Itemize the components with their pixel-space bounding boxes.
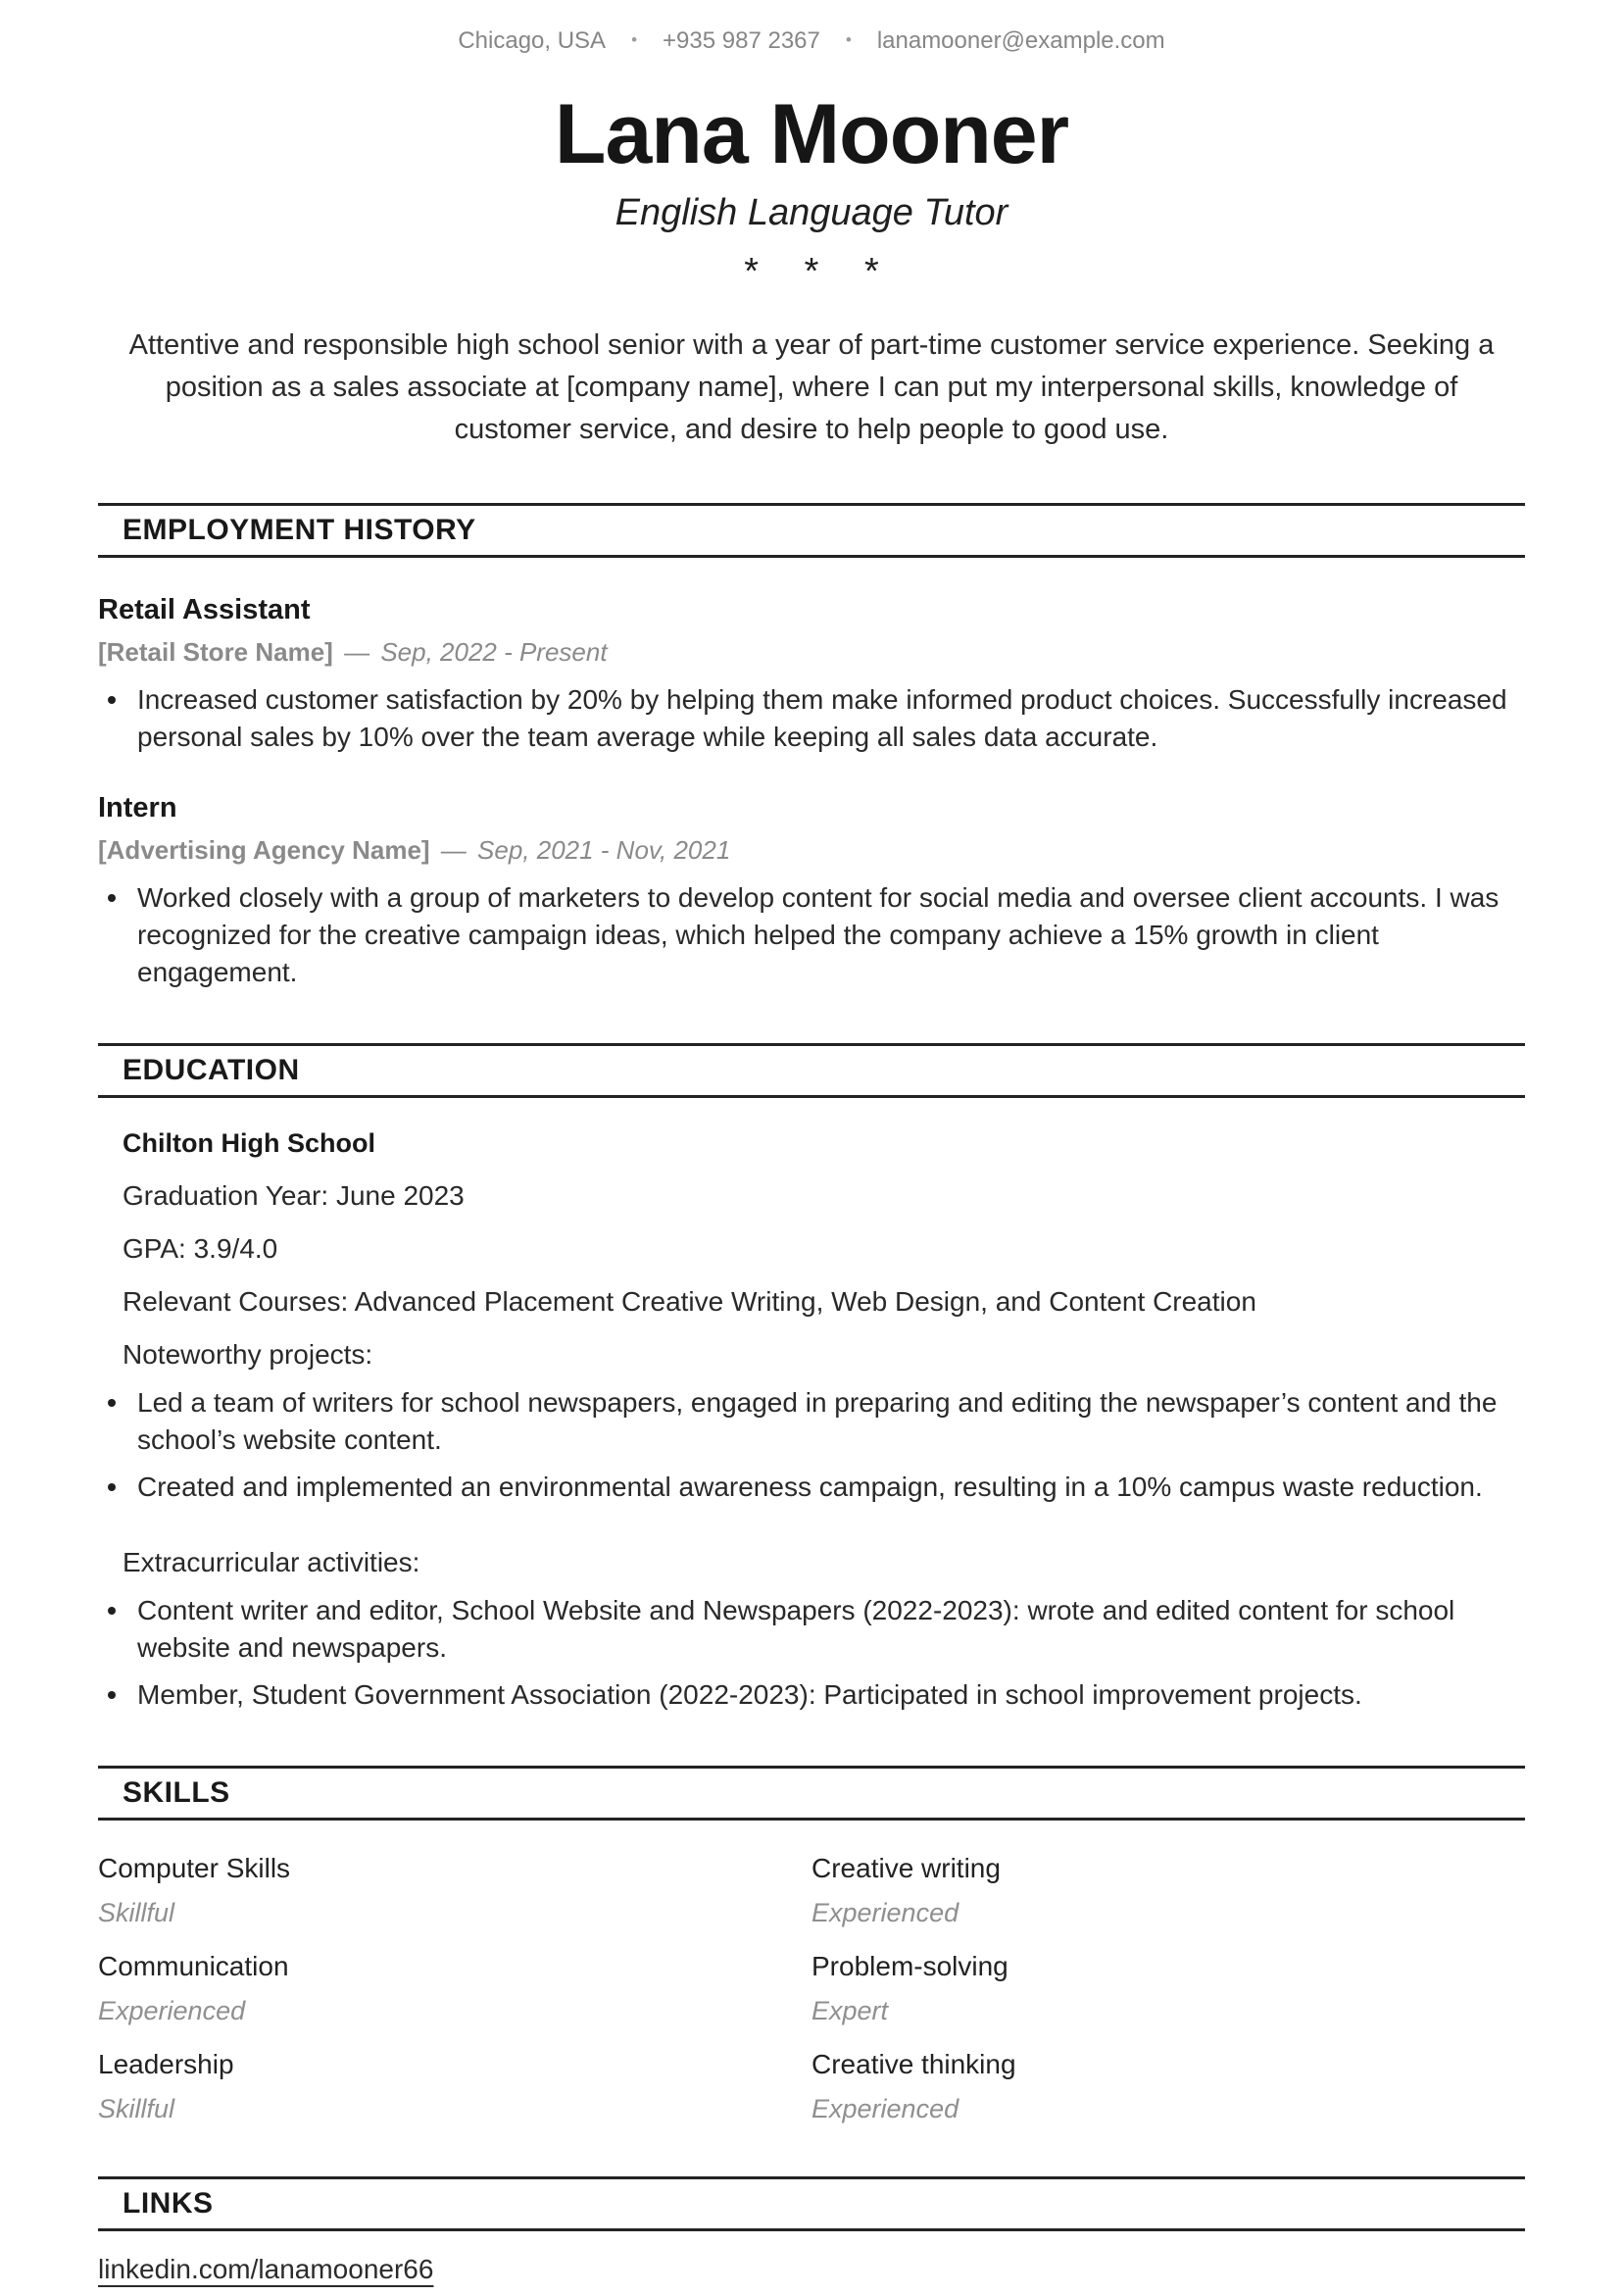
skill-name: Problem-solving (812, 1951, 1008, 1981)
section-header-education (98, 1043, 1525, 1098)
skill-level: Experienced (812, 2094, 959, 2123)
job-meta-dash: — (440, 835, 467, 865)
job-dates: Sep, 2022 - Present (380, 637, 608, 667)
skill-level: Expert (812, 1996, 889, 2025)
skills-grid (98, 1852, 1525, 2124)
job-company: [Retail Store Name] (98, 637, 333, 667)
education-relevant-courses: Relevant Courses: Advanced Placement Creative Writing, Web Design, and Content Creation (123, 1286, 1256, 1317)
job-title: Retail Assistant (98, 594, 311, 625)
skill-name: Leadership (98, 2049, 234, 2079)
section-header-links (98, 2176, 1525, 2231)
section-header-skills (98, 1766, 1525, 1821)
ornament-asterisks: * * * (744, 251, 897, 292)
education-project-list (98, 1384, 1525, 1506)
education-project-bullet: Led a team of writers for school newspapers, engaged in preparing and editing the newspaper’s content and the school’s website content. (98, 1384, 1525, 1459)
skill-name: Creative thinking (812, 2049, 1016, 2079)
linkedin-link[interactable]: linkedin.com/lanamooner66 (98, 2254, 434, 2284)
summary-text: Attentive and responsible high school senior with a year of part-time customer service experience. Seeking a position as a sales associate at [company name], where I can put my interpersonal skills, knowledge of customer service, and desire to help people to good use. (128, 329, 1495, 445)
job-bullet: Increased customer satisfaction by 20% by helping them make informed product choices. Successfully increased personal sales by 10% over the team average while keeping all sales data accurate. (98, 681, 1525, 756)
candidate-job-title: English Language Tutor (615, 192, 1008, 233)
contact-bar (98, 0, 1525, 56)
skill-level: Skillful (98, 2094, 175, 2123)
skill-name: Communication (98, 1951, 289, 1981)
job-bullet: Worked closely with a group of marketers to develop content for social media and oversee client accounts. I was recognized for the creative campaign ideas, which helped the company achieve a 15% growth in client engagement. (98, 879, 1525, 991)
candidate-name: Lana Mooner (554, 87, 1069, 181)
section-title-education: EDUCATION (123, 1054, 300, 1086)
job-bullet-list (98, 681, 1525, 756)
skill-item (812, 1950, 1525, 2026)
job-meta (98, 636, 1525, 668)
education-project-bullet: Created and implemented an environmental awareness campaign, resulting in a 10% campus waste reduction. (98, 1469, 1525, 1506)
skill-name: Creative writing (812, 1853, 1001, 1883)
section-skills (98, 1766, 1525, 2124)
education-extracurricular-label: Extracurricular activities: (123, 1547, 420, 1577)
education-extracurricular-bullet: Content writer and editor, School Website and Newspapers (2022-2023): wrote and edited content for school website and newspapers. (98, 1592, 1525, 1667)
section-employment-history (98, 503, 1525, 991)
skill-level: Skillful (98, 1898, 175, 1927)
education-graduation-year: Graduation Year: June 2023 (123, 1180, 465, 1211)
education-extracurricular-list (98, 1592, 1525, 1714)
education-extracurricular-bullet: Member, Student Government Association (2022-2023): Participated in school improvement projects. (98, 1676, 1525, 1714)
job-dates: Sep, 2021 - Nov, 2021 (477, 835, 731, 865)
education-gpa: GPA: 3.9/4.0 (123, 1233, 278, 1264)
contact-phone: +935 987 2367 (663, 27, 820, 54)
job-entry (98, 593, 1525, 756)
job-bullet-list (98, 879, 1525, 991)
contact-separator-icon: • (845, 30, 852, 49)
section-education (98, 1043, 1525, 1714)
section-title-employment: EMPLOYMENT HISTORY (123, 514, 476, 546)
section-title-links: LINKS (123, 2187, 214, 2220)
job-meta-dash: — (344, 637, 370, 667)
job-entry (98, 791, 1525, 991)
skill-item (98, 2048, 812, 2124)
section-title-skills: SKILLS (123, 1776, 230, 1809)
skill-item (812, 1852, 1525, 1928)
skill-name: Computer Skills (98, 1853, 291, 1883)
contact-separator-icon: • (631, 30, 638, 49)
skill-level: Experienced (98, 1996, 246, 2025)
education-projects-label: Noteworthy projects: (123, 1339, 373, 1370)
job-title: Intern (98, 792, 177, 824)
school-name: Chilton High School (123, 1128, 375, 1158)
skill-item (98, 1852, 812, 1928)
section-header-employment (98, 503, 1525, 558)
section-links (98, 2176, 1525, 2286)
job-company: [Advertising Agency Name] (98, 835, 430, 865)
contact-email: lanamooner@example.com (876, 27, 1165, 54)
contact-location: Chicago, USA (458, 27, 607, 54)
skill-item (98, 1950, 812, 2026)
skill-level: Experienced (812, 1898, 959, 1927)
skill-item (812, 2048, 1525, 2124)
job-meta (98, 834, 1525, 866)
